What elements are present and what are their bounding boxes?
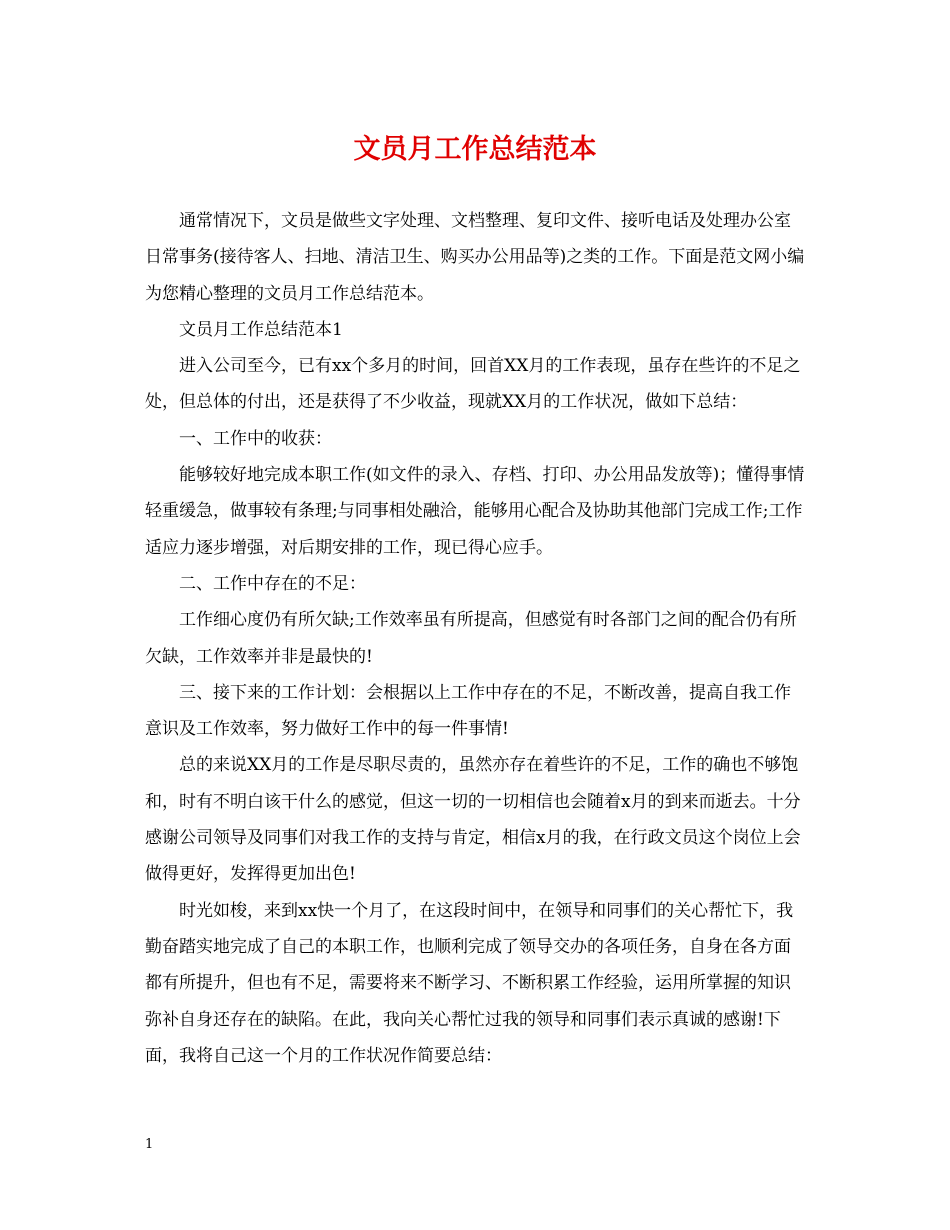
- body-paragraph: 三、接下来的工作计划：会根据以上工作中存在的不足，不断改善，提高自我工作意识及工作效率，努力做好工作中的每一件事情!: [145, 682, 791, 740]
- body-paragraph: 能够较好地完成本职工作(如文件的录入、存档、打印、办公用品发放等)；懂得事情轻重缓急，做事较有条理;与同事相处融洽，能够用心配合及协助其他部门完成工作;工作适应力逐步增强，对后期安排的工作，现已得心应手。: [145, 465, 805, 558]
- document-body: [145, 203, 805, 1074]
- body-paragraph: 工作细心度仍有所欠缺;工作效率虽有所提高，但感觉有时各部门之间的配合仍有所欠缺，工作效率并非是最快的!: [145, 610, 797, 667]
- body-paragraph: 总的来说XX月的工作是尽职尽责的，虽然亦存在着些许的不足，工作的确也不够饱和，时有不明白该干什么的感觉，但这一切的一切相信也会随着x月的到来而逝去。十分感谢公司领导及同事们对我工作的支持与肯定，相信x月的我，在行政文员这个岗位上会做得更好，发挥得更加出色!: [145, 755, 801, 885]
- body-paragraph: 进入公司至今，已有xx个多月的时间，回首XX月的工作表现，虽存在些许的不足之处，但总体的付出，还是获得了不少收益，现就XX月的工作状况，做如下总结：: [145, 356, 801, 413]
- section-heading-1: 文员月工作总结范本1: [179, 319, 343, 340]
- page-number: 1: [145, 1137, 154, 1152]
- subheading-shortcomings: 二、工作中存在的不足：: [179, 573, 366, 594]
- body-paragraph: 时光如梭，来到xx快一个月了，在这段时间中，在领导和同事们的关心帮忙下，我勤奋踏实地完成了自己的本职工作，也顺利完成了领导交办的各项任务，自身在各方面都有所提升，但也有不足，需要将来不断学习、不断积累工作经验，运用所掌握的知识弥补自身还存在的缺陷。在此，我向关心帮忙过我的领导和同事们表示真诚的感谢!下面，我将自己这一个月的工作状况作简要总结：: [145, 900, 794, 1066]
- page-title: 文员月工作总结范本: [353, 134, 597, 165]
- subheading-gains: 一、工作中的收获：: [179, 428, 332, 449]
- intro-paragraph: 通常情况下，文员是做些文字处理、文档整理、复印文件、接听电话及处理办公室日常事务(接待客人、扫地、清洁卫生、购买办公用品等)之类的工作。下面是范文网小编为您精心整理的文员月工作总结范本。: [145, 211, 805, 304]
